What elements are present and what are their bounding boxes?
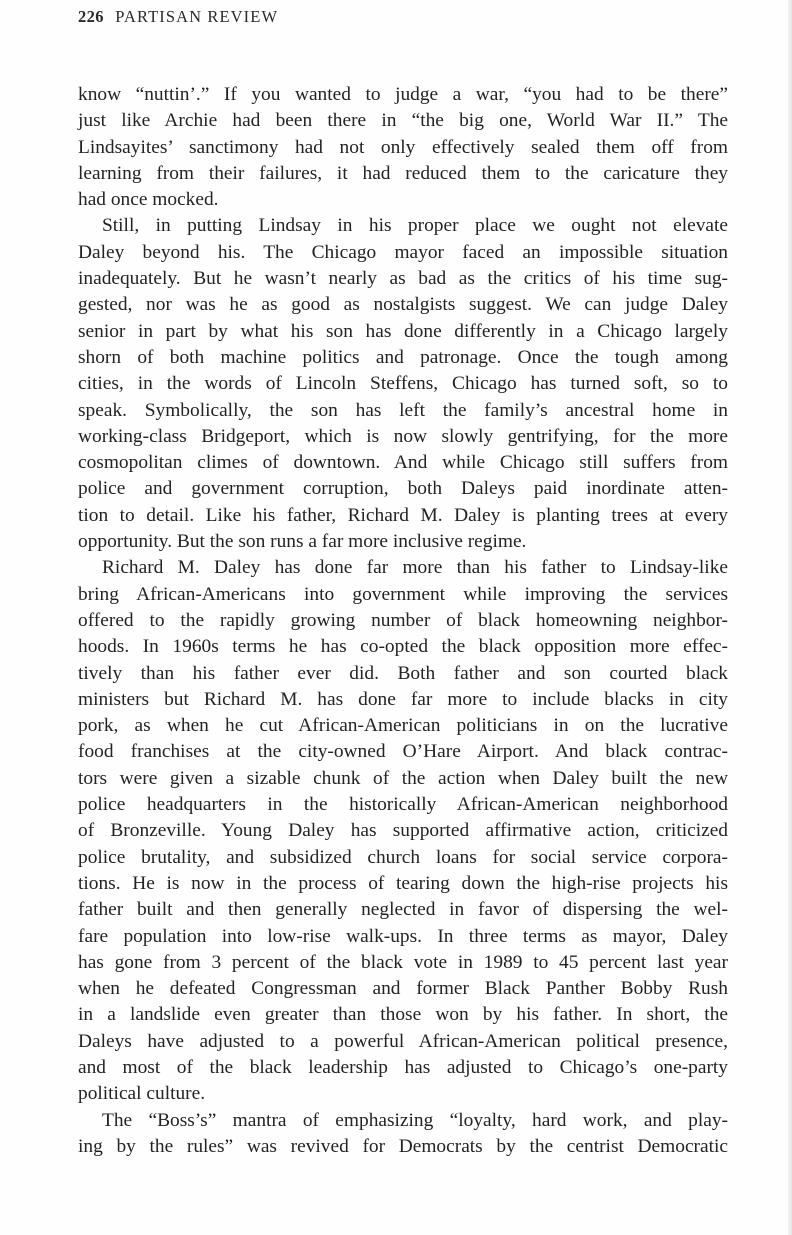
text-line: pork, as when he cut African-American politicians in on the lucrative [78, 715, 728, 737]
text-line: ministers but Richard M. has done far more to include blacks in city [78, 688, 728, 710]
text-line: opportunity. But the son runs a far more inclusive regime. [78, 531, 527, 553]
text-line: Daley beyond his. The Chicago mayor faced an impossible situation [78, 241, 728, 263]
text-line: police brutality, and subsidized church loans for social service corpora- [78, 846, 728, 868]
page-number: 226 [78, 7, 104, 26]
text-line: Daleys have adjusted to a powerful African-American political presence, [78, 1030, 728, 1052]
text-line: and most of the black leadership has adjusted to Chicago’s one-party [78, 1056, 728, 1078]
text-line: food franchises at the city-owned O’Hare Airport. And black contrac- [78, 741, 728, 763]
text-line: father built and then generally neglected in favor of dispersing the wel- [78, 899, 728, 921]
page-edge-shadow [788, 0, 792, 1235]
paragraph [78, 555, 728, 1107]
text-line: senior in part by what his son has done differently in a Chicago largely [78, 320, 728, 342]
text-line: just like Archie had been there in “the big one, World War II.” The [78, 110, 728, 132]
text-line: The “Boss’s” mantra of emphasizing “loyalty, hard work, and play- [102, 1109, 728, 1131]
text-line: tors were given a sizable chunk of the action when Daley built the new [78, 767, 728, 789]
text-line: of Bronzeville. Young Daley has supported affirmative action, criticized [78, 820, 728, 842]
text-line: learning from their failures, it had reduced them to the caricature they [78, 162, 728, 184]
text-line: bring African-Americans into government while improving the services [78, 583, 728, 605]
text-line: cosmopolitan climes of downtown. And while Chicago still suffers from [78, 452, 728, 474]
text-line: had once mocked. [78, 189, 219, 211]
text-line: has gone from 3 percent of the black vote in 1989 to 45 percent last year [78, 951, 728, 973]
text-line: ing by the rules” was revived for Democrats by the centrist Democratic [78, 1135, 728, 1157]
text-line: speak. Symbolically, the son has left the family’s ancestral home in [78, 399, 728, 421]
text-line: tively than his father ever did. Both father and son courted black [78, 662, 728, 684]
text-line: tions. He is now in the process of tearing down the high-rise projects his [78, 872, 728, 894]
paragraph [78, 213, 728, 555]
text-line: police and government corruption, both Daleys paid inordinate atten- [78, 478, 728, 500]
text-line: Lindsayites’ sanctimony had not only effectively sealed them off from [78, 136, 728, 158]
body-text [78, 82, 728, 1160]
text-line: Still, in putting Lindsay in his proper place we ought not elevate [102, 215, 728, 237]
text-line: in a landslide even greater than those won by his father. In short, the [78, 1004, 728, 1026]
running-head [78, 7, 278, 27]
text-line: shorn of both machine politics and patronage. Once the tough among [78, 346, 728, 368]
text-line: tion to detail. Like his father, Richard M. Daley is planting trees at every [78, 504, 728, 526]
text-line: cities, in the words of Lincoln Steffens, Chicago has turned soft, so to [78, 373, 728, 395]
text-line: police headquarters in the historically African-American neighborhood [78, 794, 728, 816]
paragraph [78, 82, 728, 213]
text-line: when he defeated Congressman and former Black Panther Bobby Rush [78, 978, 728, 1000]
text-line: inadequately. But he wasn’t nearly as bad as the critics of his time sug- [78, 268, 728, 290]
paragraph [78, 1108, 728, 1161]
text-line: offered to the rapidly growing number of black homeowning neighbor- [78, 609, 728, 631]
text-line: gested, nor was he as good as nostalgists suggest. We can judge Daley [78, 294, 728, 316]
text-line: working-class Bridgeport, which is now slowly gentrifying, for the more [78, 425, 728, 447]
text-line: fare population into low-rise walk-ups. In three terms as mayor, Daley [78, 925, 728, 947]
text-line: know “nuttin’.” If you wanted to judge a war, “you had to be there” [78, 84, 728, 105]
text-line: Richard M. Daley has done far more than his father to Lindsay-like [102, 557, 728, 579]
text-line: hoods. In 1960s terms he has co-opted the black opposition more effec- [78, 636, 728, 658]
text-line: political culture. [78, 1083, 206, 1105]
journal-title: PARTISAN REVIEW [115, 7, 279, 26]
